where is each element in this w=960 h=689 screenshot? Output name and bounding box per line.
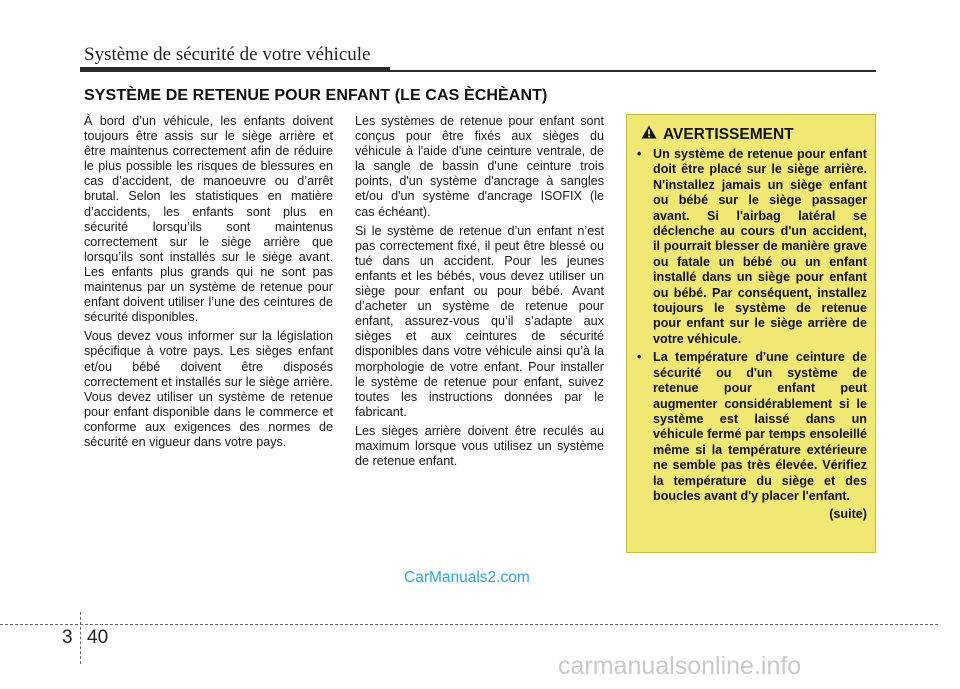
bullet-glyph: • xyxy=(637,147,642,161)
warning-item-text: La température d'une ceinture de sécurité ou d'un système de retenue pour enfant peut augmenter considérablement si le système est laissé dans un véhicule fermé par temps ensoleillé même si la température extérieure ne semble pas très élevée. Vérifiez la température du siège et des boucles avant d'y placer l'enfant. xyxy=(653,350,867,503)
continued-label: (suite) xyxy=(829,507,867,522)
warning-title: AVERTISSEMENT xyxy=(663,125,794,143)
warning-item xyxy=(637,147,867,347)
paragraph: À bord d’un véhicule, les enfants doivent toujours être assis sur le siège arrière et être maintenus correctement afin de réduire le plus possible les risques de blessures en cas d’accident, de manoeuvre ou d’arrêt brutal. Selon les statistiques en matière d’accidents, les enfants sont plus en sécurité lorsqu’ils sont maintenus correctement sur le siège arrière que lorsqu’ils sont installés sur le siège avant. Les enfants plus grands qui ne sont pas maintenus par un système de retenue pour enfant doivent utiliser l’une des ceintures de sécurité disponibles. xyxy=(84,114,333,325)
header-rule xyxy=(80,70,876,72)
warning-triangle-icon xyxy=(637,125,663,144)
footer-rule xyxy=(0,624,938,625)
paragraph: Vous devez vous informer sur la législation spécifique à votre pays. Les sièges enfant et/ou bébé doivent être disposés correctement et installés sur le siège arrière. Vous devez utiliser un système de retenue pour enfant disponible dans le commerce et conforme aux exigences des normes de sécurité en vigueur dans votre pays. xyxy=(84,329,333,449)
warning-header xyxy=(637,125,867,144)
page-number: 40 xyxy=(87,627,109,648)
paragraph: Si le système de retenue d’un enfant n’est pas correctement fixé, il peut être blessé ou tué dans un accident. Pour les jeunes enfants et les bébés, vous devez utiliser un siège pour enfant ou pour bébé. Avant d’acheter un système de retenue pour enfant, assurez-vous qu’il s’adapte aux sièges et aux ceintures de sécurité disponibles dans votre véhicule ainsi qu’à la morphologie de votre enfant. Pour installer le système de retenue pour enfant, suivez toutes les instructions données par le fabricant. xyxy=(355,223,604,419)
warning-box xyxy=(626,114,876,553)
page-header-title: Système de sécurité de votre véhicule xyxy=(84,44,371,65)
footer-divider xyxy=(80,612,81,664)
text-column-middle xyxy=(355,114,604,473)
watermark-link[interactable]: CarManuals2.com xyxy=(404,569,530,586)
chapter-number: 3 xyxy=(62,627,73,648)
warning-item xyxy=(637,350,867,504)
bullet-glyph: • xyxy=(637,350,642,365)
site-watermark: carmanualsonline.info xyxy=(558,652,802,680)
section-title: SYSTÈME DE RETENUE POUR ENFANT (LE CAS ÈCHÈANT) xyxy=(84,87,548,104)
paragraph: Les systèmes de retenue pour enfant sont conçus pour être fixés aux sièges du véhicule à l'aide d'une ceinture ventrale, de la sangle de bassin d'une ceinture trois points, d'un système d'ancrage à sangles et/ou d'un système d'ancrage ISOFIX (le cas échéant). xyxy=(355,114,604,219)
paragraph: Les sièges arrière doivent être reculés au maximum lorsque vous utilisez un système de retenue enfant. xyxy=(355,423,604,469)
text-column-left xyxy=(84,114,333,454)
warning-item-text: Un système de retenue pour enfant doit être placé sur le siège arrière. N'installez jamais un siège enfant ou bébé sur le siège passager avant. Si l'airbag latéral se déclenche au cours d'un accident, il pourrait blesser de manière grave ou fatale un bébé ou un enfant installé dans un siège pour enfant ou bébé. Par conséquent, installez toujours le système de retenue pour enfant sur le siège arrière de votre véhicule. xyxy=(653,147,867,346)
warning-list xyxy=(637,147,867,504)
